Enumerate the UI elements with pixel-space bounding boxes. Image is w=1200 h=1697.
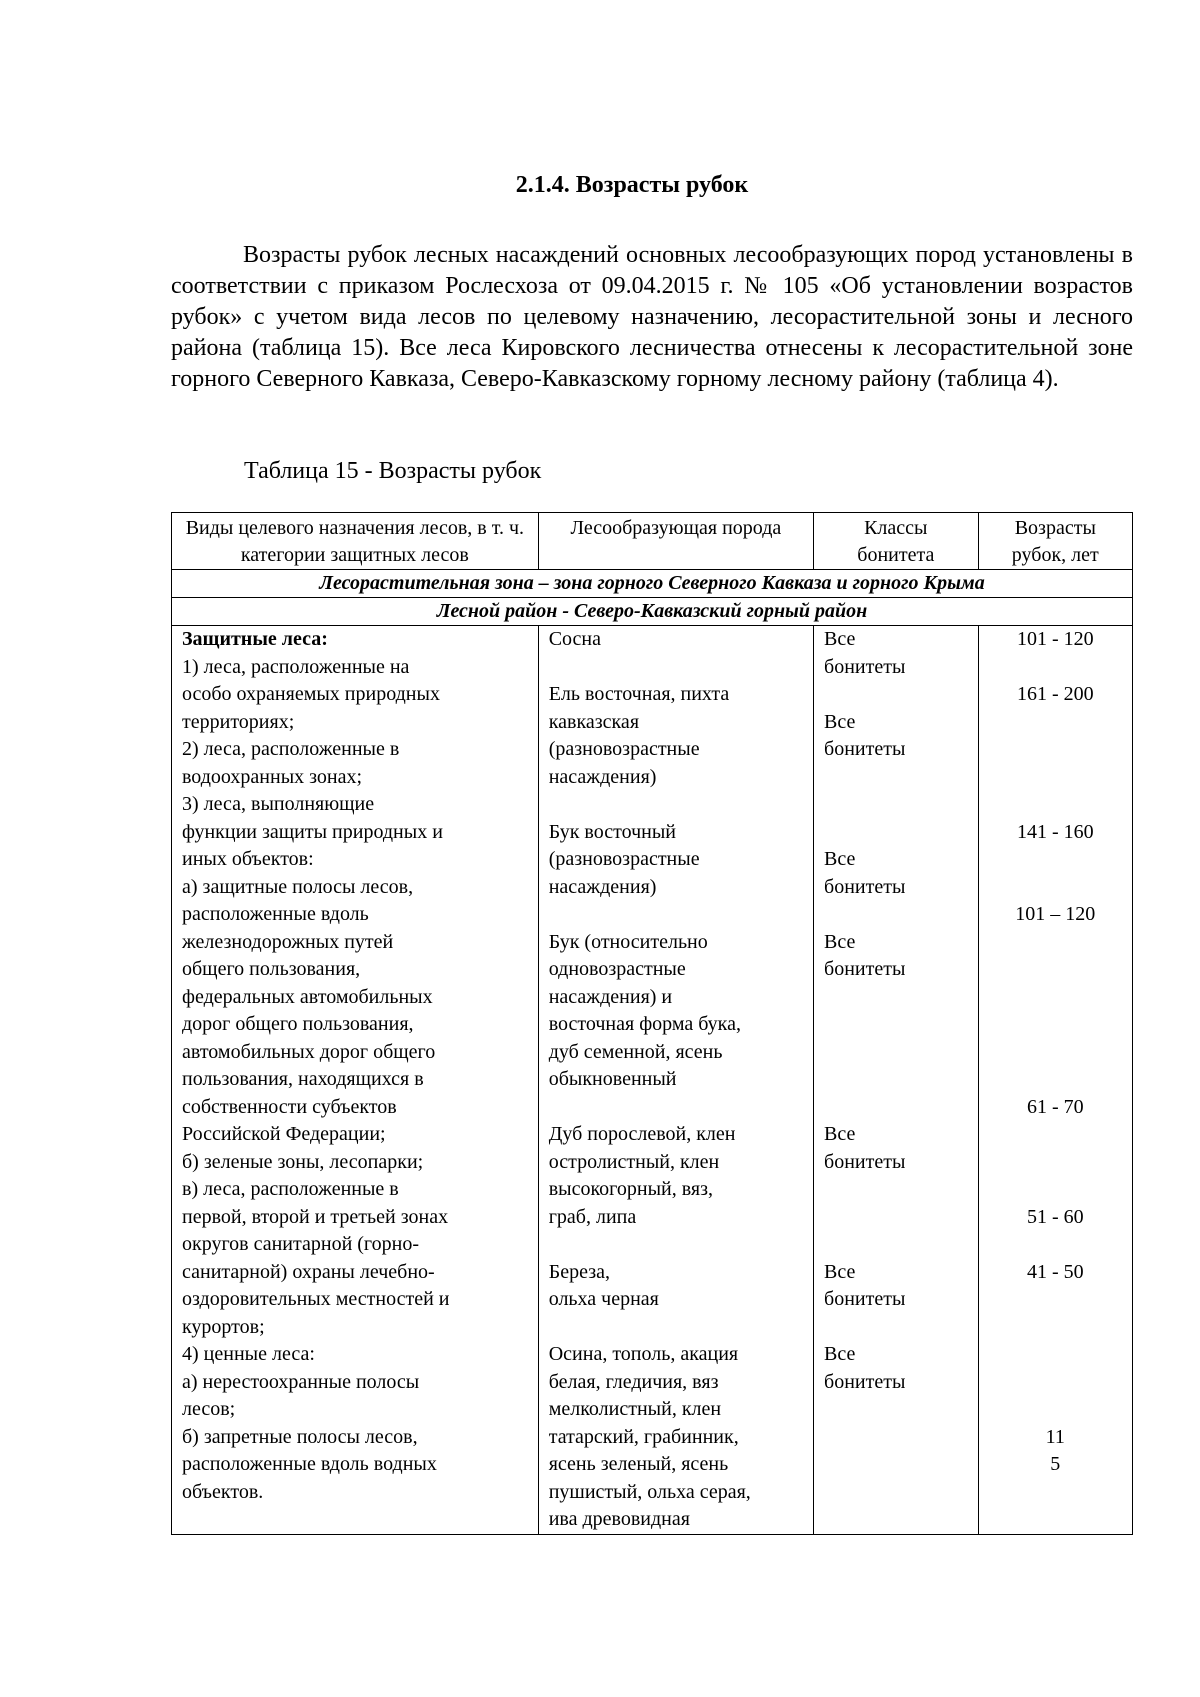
forest-zone-label: Лесорастительная зона – зона горного Северного Кавказа и горного Крыма [172, 570, 1133, 598]
table-row [172, 626, 1133, 1535]
site-class-cell: Все бонитеты Все бонитеты Все бонитеты Все бонитеты Все бонитеты Все бонитеты Все бонитеты [814, 626, 979, 1535]
cutting-age-table [171, 512, 1133, 1535]
forest-type-cell [172, 626, 539, 1535]
header-species: Лесообразующая порода [538, 513, 813, 570]
section-heading: 2.1.4. Возрасты рубок [515, 172, 749, 198]
forest-type-list: 1) леса, расположенные на особо охраняемых природных территориях; 2) леса, расположенные в водоохранных зонах; 3) леса, выполняющие функции защиты природных и иных объектов: а) защитные полосы лесов, расположенные вдоль железнодорожных путей общего пользования, федеральных автомобильных дорог общего пользования, автомобильных дорог общего пользования, находящихся в собственности субъектов Российской Федерации; б) зеленые зоны, лесопарки; в) леса, расположенные в первой, второй и третьей зонах округов санитарной (горно- санитарной) охраны лечебно- оздоровительных местностей и курортов; 4) ценные леса: а) нерестоохранные полосы лесов; б) запретные полосы лесов, расположенные вдоль водных объектов. [182, 655, 450, 1503]
table-caption: Таблица 15 - Возрасты рубок [244, 458, 542, 484]
zone-row [172, 570, 1133, 598]
cutting-age-cell: 101 - 120 161 - 200 141 - 160 101 – 120 61 - 70 51 - 60 41 - 50 11 5 [978, 626, 1132, 1535]
region-row [172, 598, 1133, 626]
species-cell: Сосна Ель восточная, пихта кавказская (разновозрастные насаждения) Бук восточный (разновозрастные насаждения) Бук (относительно одновозрастные насаждения) и восточная форма бука, дуб семенной, ясень обыкновенный Дуб порослевой, клен остролистный, клен высокогорный, вяз, граб, липа Береза, ольха черная Осина, тополь, акация белая, гледичия, вяз мелколистный, клен татарский, грабинник, ясень зеленый, ясень пушистый, ольха серая, ива древовидная [538, 626, 813, 1535]
forest-type-title: Защитные леса: [182, 628, 328, 650]
intro-paragraph: Возрасты рубок лесных насаждений основных лесообразующих пород установлены в соответствии с приказом Рослесхоза от 09.04.2015 г. № 105 «Об установлении возрастов рубок» с учетом вида лесов по целевому назначению, лесорастительной зоны и лесного района (таблица 15). Все леса Кировского лесничества отнесены к лесорастительной зоне горного Северного Кавказа, Северо-Кавказскому горному лесному району (таблица 4). [171, 242, 1133, 392]
header-cutting-age: Возрасты рубок, лет [978, 513, 1132, 570]
header-site-class: Классы бонитета [814, 513, 979, 570]
forest-region-label: Лесной район - Северо-Кавказский горный район [172, 598, 1133, 626]
table-header-row [172, 513, 1133, 570]
header-forest-purpose: Виды целевого назначения лесов, в т. ч. категории защитных лесов [172, 513, 539, 570]
